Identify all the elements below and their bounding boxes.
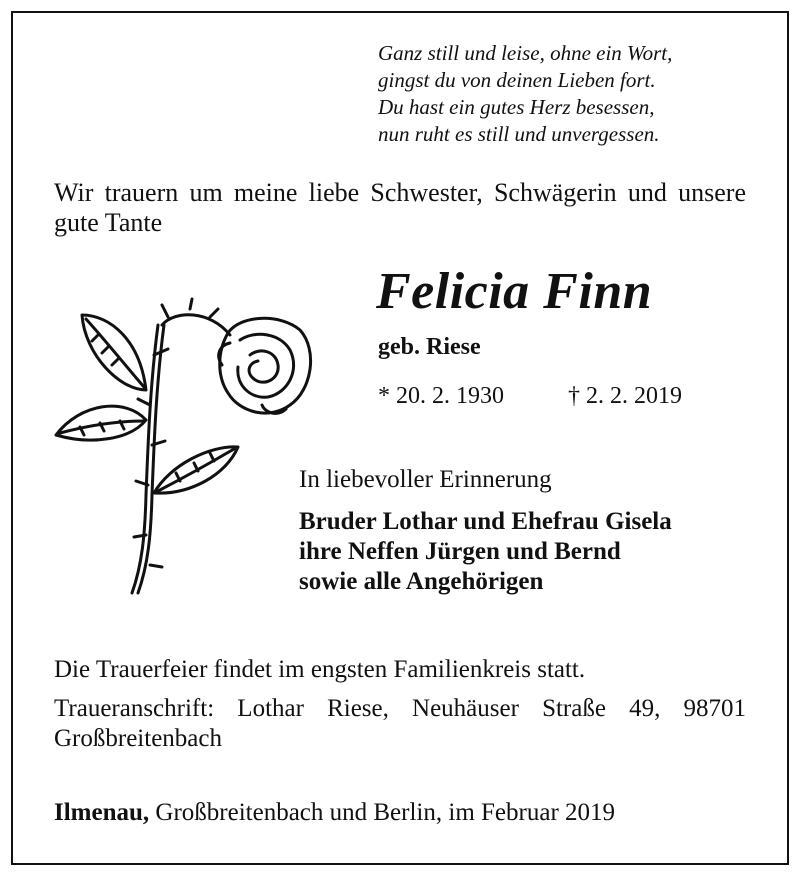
poem-line: gingst du von deinen Lieben fort. — [378, 68, 656, 92]
funeral-note: Die Trauerfeier findet im engsten Familienkreis statt. — [54, 656, 586, 683]
poem-line: Ganz still und leise, ohne ein Wort, — [378, 41, 673, 65]
birth-date: * 20. 2. 1930 — [378, 383, 504, 409]
mourner-line: sowie alle Angehörigen — [299, 568, 544, 595]
memory-line: In liebevoller Erinnerung — [299, 466, 552, 493]
poem-line: Du hast ein gutes Herz besessen, — [378, 95, 655, 119]
death-date: † 2. 2. 2019 — [568, 383, 682, 409]
poem-line: nun ruht es still und unvergessen. — [378, 122, 660, 146]
intro-text: Wir trauern um meine liebe Schwester, Schwägerin und unsere gute Tante — [54, 178, 746, 237]
closing-line — [54, 799, 615, 827]
closing-place: Ilmenau, — [54, 799, 150, 826]
closing-rest: Großbreitenbach und Berlin, im Februar 2019 — [149, 799, 616, 826]
deceased-name: Felicia Finn — [376, 263, 653, 320]
mourners-list — [299, 507, 672, 597]
rose-drawing-icon — [50, 295, 320, 600]
maiden-name: geb. Riese — [378, 334, 481, 360]
poem — [378, 40, 778, 148]
mourner-line: ihre Neffen Jürgen und Bernd — [299, 538, 621, 565]
mourning-address: Traueranschrift: Lothar Riese, Neuhäuser Straße 49, 98701 Großbreitenbach — [54, 695, 746, 752]
mourner-line: Bruder Lothar und Ehefrau Gisela — [299, 508, 672, 535]
